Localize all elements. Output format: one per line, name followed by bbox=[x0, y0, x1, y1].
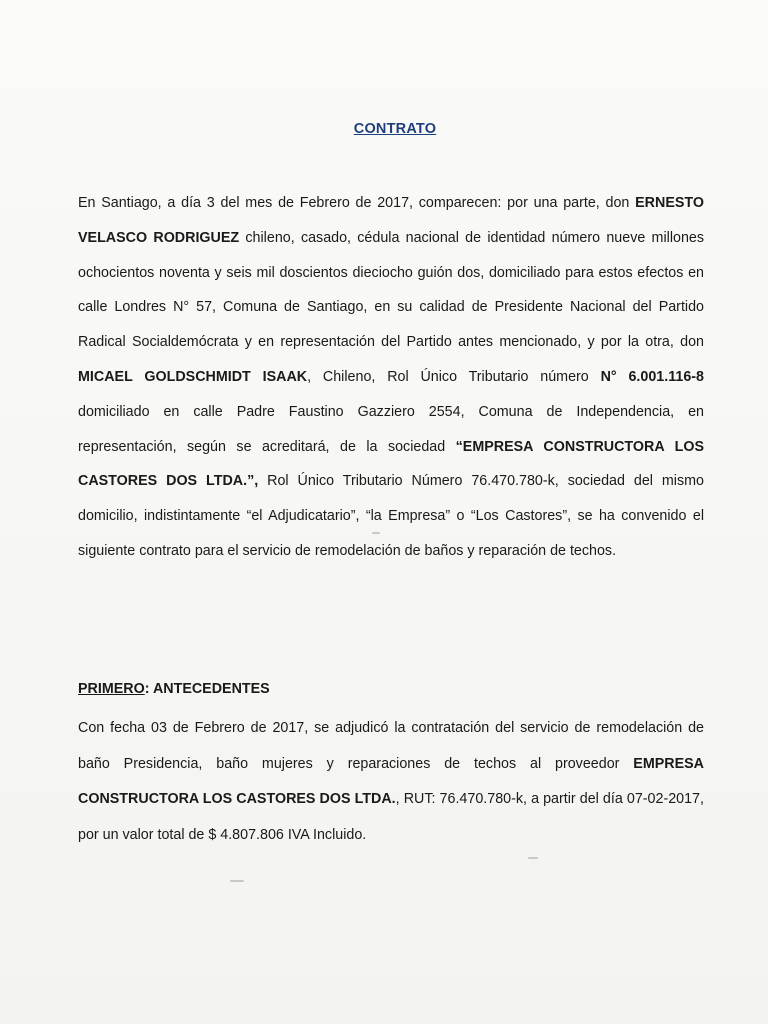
intro-text-1: En Santiago, a día 3 del mes de Febrero de 2017, comparecen: por una parte, don bbox=[78, 195, 636, 211]
intro-paragraph bbox=[78, 186, 704, 569]
section-1-number: PRIMERO bbox=[78, 681, 145, 697]
company-name: “EMPRESA CONSTRUCTORA LOS CASTORES DOS LTDA.”, bbox=[78, 438, 704, 490]
party-2-rut: N° 6.001.116-8 bbox=[600, 368, 704, 385]
section-1-heading bbox=[78, 681, 270, 697]
party-2-name: MICAEL GOLDSCHMIDT ISAAK bbox=[78, 368, 308, 385]
intro-text-3: , Chileno, Rol Único Tributario número bbox=[307, 368, 601, 385]
section-1-separator: : bbox=[144, 681, 153, 697]
section-1-title: ANTECEDENTES bbox=[152, 681, 270, 697]
intro-text-2: chileno, casado, cédula nacional de identidad número nueve millones ochocientos noventa y seis mil doscientos dieciocho guión dos, domiciliado para estos efectos en calle Londres N° 57, Comuna de Santiago, en su calidad de Presidente Nacional del Partido Radical Socialdemócrata y en representación del Partido antes mencionado, y por la otra, don bbox=[78, 229, 704, 351]
party-1-name: ERNESTO VELASCO RODRIGUEZ bbox=[78, 195, 704, 246]
section-1-paragraph bbox=[78, 711, 704, 853]
section-1-company: EMPRESA CONSTRUCTORA LOS CASTORES DOS LTDA. bbox=[78, 755, 704, 807]
scan-speck bbox=[372, 532, 380, 534]
section-1-text-2: , RUT: 76.470.780-k, a partir del día 07-02-2017, por un valor total de $ 4.807.806 IVA Incluido. bbox=[78, 791, 704, 843]
section-1-text-1: Con fecha 03 de Febrero de 2017, se adjudicó la contratación del servicio de remodelación de baño Presidencia, baño mujeres y reparaciones de techos al proveedor bbox=[78, 720, 704, 772]
intro-text-4: domiciliado en calle Padre Faustino Gazziero 2554, Comuna de Independencia, en representación, según se acreditará, de la sociedad bbox=[78, 403, 704, 455]
scan-speck bbox=[528, 857, 538, 859]
intro-text-5: Rol Único Tributario Número 76.470.780-k, sociedad del mismo domicilio, indistintamente “el Adjudicatario”, “la Empresa” o “Los Castores”, se ha convenido el siguiente contrato para el servicio de remodelación de baños y reparación de techos. bbox=[78, 473, 704, 559]
scan-speck bbox=[230, 880, 244, 882]
document-title: CONTRATO bbox=[353, 121, 437, 137]
